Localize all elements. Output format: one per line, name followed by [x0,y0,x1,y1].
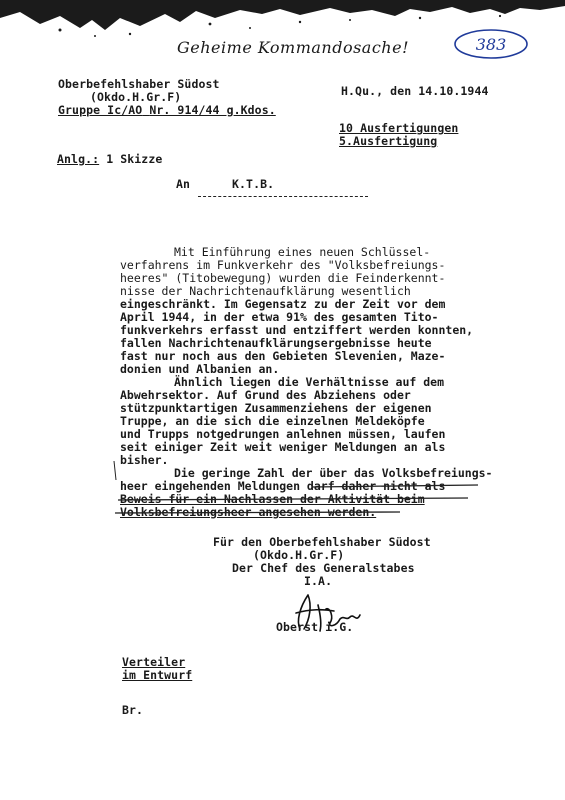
enclosure-label: Anlg.: [57,152,100,166]
body-line: April 1944, in der etwa 91% des gesamten Tito- [120,310,439,324]
archive-number: 383 [475,35,507,54]
body-line: Volksbefreiungsheer angesehen werden. [120,505,377,519]
signature-line1: Für den Oberbefehlshaber Südost [213,535,431,549]
body-line: verfahrens im Funkverkehr des "Volksbefreiungs- [120,258,446,272]
body-line: Ähnlich liegen die Verhältnisse auf dem [174,375,445,389]
body-line: Beweis für ein Nachlassen der Aktivität beim [120,492,425,506]
body-line: bisher. [120,453,169,467]
copies-total: 10 Ausfertigungen [339,121,459,135]
signature-line3: Der Chef des Generalstabes [232,561,415,575]
sender-reference: Nr. 914/44 g.Kdos. [149,103,276,117]
body-line: nisse der Nachrichtenaufklärung wesentlich [120,284,411,298]
footer-mark: Br. [122,703,144,717]
body-line: heeres" (Titobewegung) wurden die Feinderkennt- [120,271,446,285]
body-line: fast nur noch aus den Gebieten Slevenien, Maze- [120,349,446,363]
classification-heading: Geheime Kommandosache! [177,38,409,57]
copies-this: 5.Ausfertigung [339,134,438,148]
enclosure-value: 1 Skizze [106,152,163,166]
place-date: H.Qu., den 14.10.1944 [341,84,489,98]
body-line: Die geringe Zahl der über das Volksbefreiungs- [174,466,493,480]
sender-line1: Oberbefehlshaber Südost [58,77,220,91]
body-line: heer eingehenden Meldungen darf daher nicht als [120,479,446,493]
body-line: eingeschränkt. Im Gegensatz zu der Zeit vor dem [120,297,446,311]
body-line: fallen Nachrichtenaufklärungsergebnisse heute [120,336,432,350]
distribution-heading: Verteiler [122,655,186,669]
recipient-value: K.T.B. [232,177,275,191]
signature-rank: Oberst i.G. [276,620,354,634]
body-line: Abwehrsektor. Auf Grund des Abziehens oder [120,388,411,402]
sender-line2: (Okdo.H.Gr.F) [90,90,182,104]
sender-group: Gruppe Ic/AO [58,103,143,117]
body-line: und Trupps notgedrungen anlehnen müssen, laufen [120,427,446,441]
body-line: Truppe, an die sich die einzelnen Meldeköpfe [120,414,425,428]
signature-line4: I.A. [304,574,333,588]
body-line: seit einiger Zeit weit weniger Meldungen an als [120,440,446,454]
signature-line2: (Okdo.H.Gr.F) [253,548,345,562]
recipient-label: An [176,177,191,191]
distribution-note: im Entwurf [122,668,193,682]
body-line: stützpunktartigen Zusammenziehens der eigenen [120,401,432,415]
body-line: Mit Einführung eines neuen Schlüssel- [174,245,431,259]
body-line: donien und Albanien an. [120,362,280,376]
body-line: funkverkehrs erfasst und entziffert werden konnten, [120,323,474,337]
